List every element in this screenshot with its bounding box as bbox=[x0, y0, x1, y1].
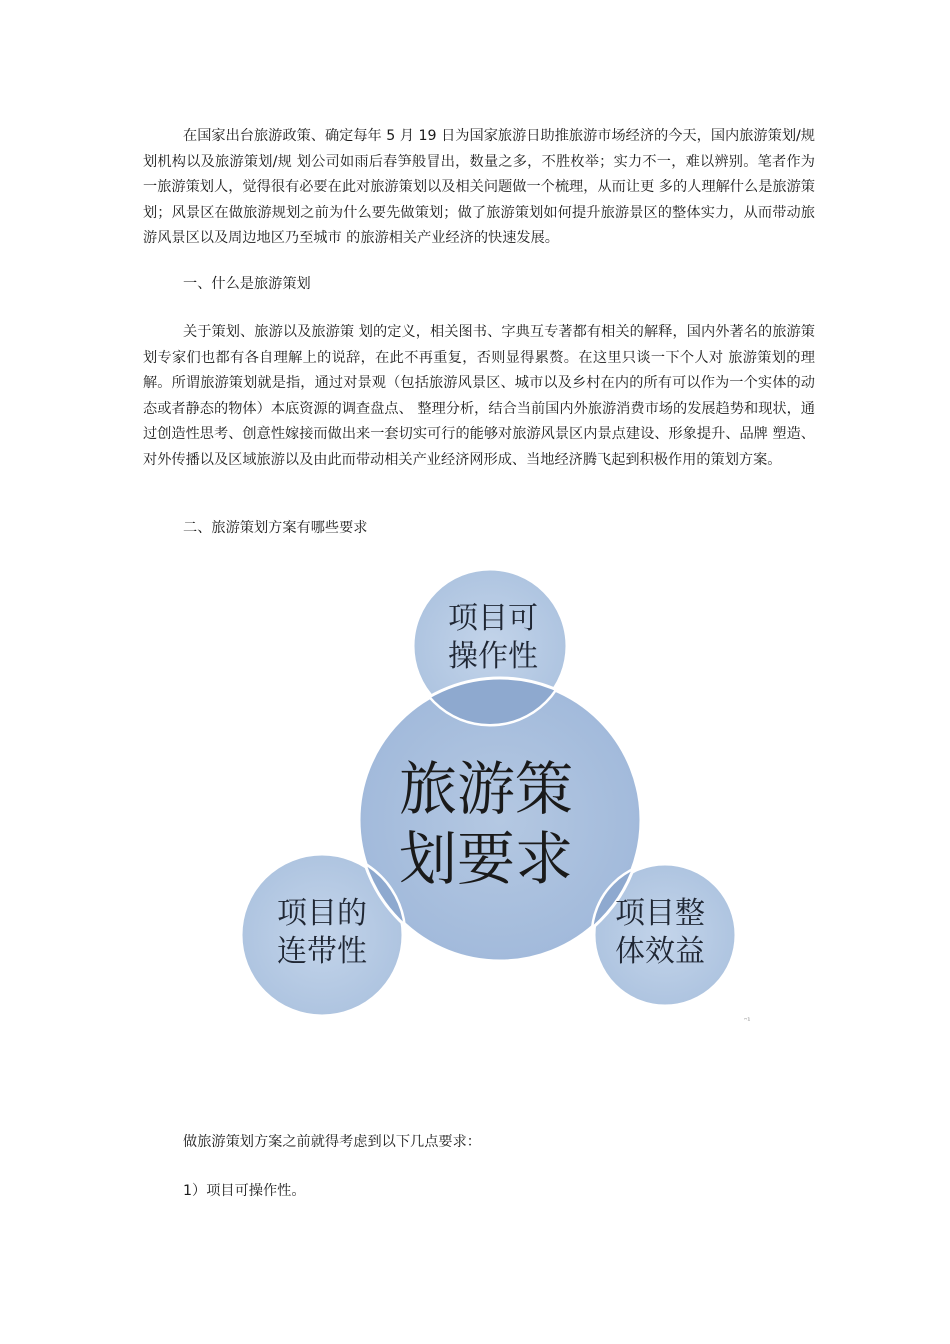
right-circle-label: 项目整 体效益 bbox=[615, 896, 705, 969]
center-circle-label: 旅游策 划要求 bbox=[398, 755, 573, 893]
requirements-diagram bbox=[240, 556, 760, 1036]
intro-paragraph: 在国家出台旅游政策、确定每年 5 月 19 日为国家旅游日助推旅游市场经济的今天，国内旅游策划/规划机构以及旅游策划/规 划公司如雨后春笋般冒出，数量之多，不胜枚举；实力不一，难以辨别。笔者作为一旅游策划人，觉得很有必要在此对旅游策划以及相关问题做一个梳理，从而让更 多的人理解什么是旅游策划；风景区在做旅游规划之前为什么要先做策划；做了旅游策划如何提升旅游景区的整体实力，从而带动旅游风景区以及周边地区乃至城市 的旅游相关产业经济的快速发展。 bbox=[143, 128, 815, 246]
image-corner-mark: ᵔ¹ bbox=[744, 1016, 751, 1025]
top-circle-label: 项目可 操作性 bbox=[448, 601, 538, 674]
section-heading-2: 二、旅游策划方案有哪些要求 bbox=[183, 520, 368, 536]
requirement-item-1: 1）项目可操作性。 bbox=[183, 1183, 306, 1199]
definition-paragraph: 关于策划、旅游以及旅游策 划的定义，相关图书、字典互专著都有相关的解释，国内外著名的旅游策划专家们也都有各自理解上的说辞，在此不再重复，否则显得累赘。在这里只谈一下个人对 旅游策划的理解。所谓旅游策划就是指，通过对景观（包括旅游风景区、城市以及乡村在内的所有可以作为一个实体的动态或者静态的物体）本底资源的调查盘点、 整理分析，结合当前国内外旅游消费市场的发展趋势和现状，通过创造性思考、创意性嫁接而做出来一套切实可行的能够对旅游风景区内景点建设、形象提升、品牌 塑造、对外传播以及区域旅游以及由此而带动相关产业经济网形成、当地经济腾飞起到积极作用的策划方案。 bbox=[143, 324, 815, 468]
section-heading-1: 一、什么是旅游策划 bbox=[183, 276, 311, 292]
requirements-intro: 做旅游策划方案之前就得考虑到以下几点要求： bbox=[183, 1134, 481, 1150]
left-circle-label: 项目的 连带性 bbox=[277, 896, 367, 969]
